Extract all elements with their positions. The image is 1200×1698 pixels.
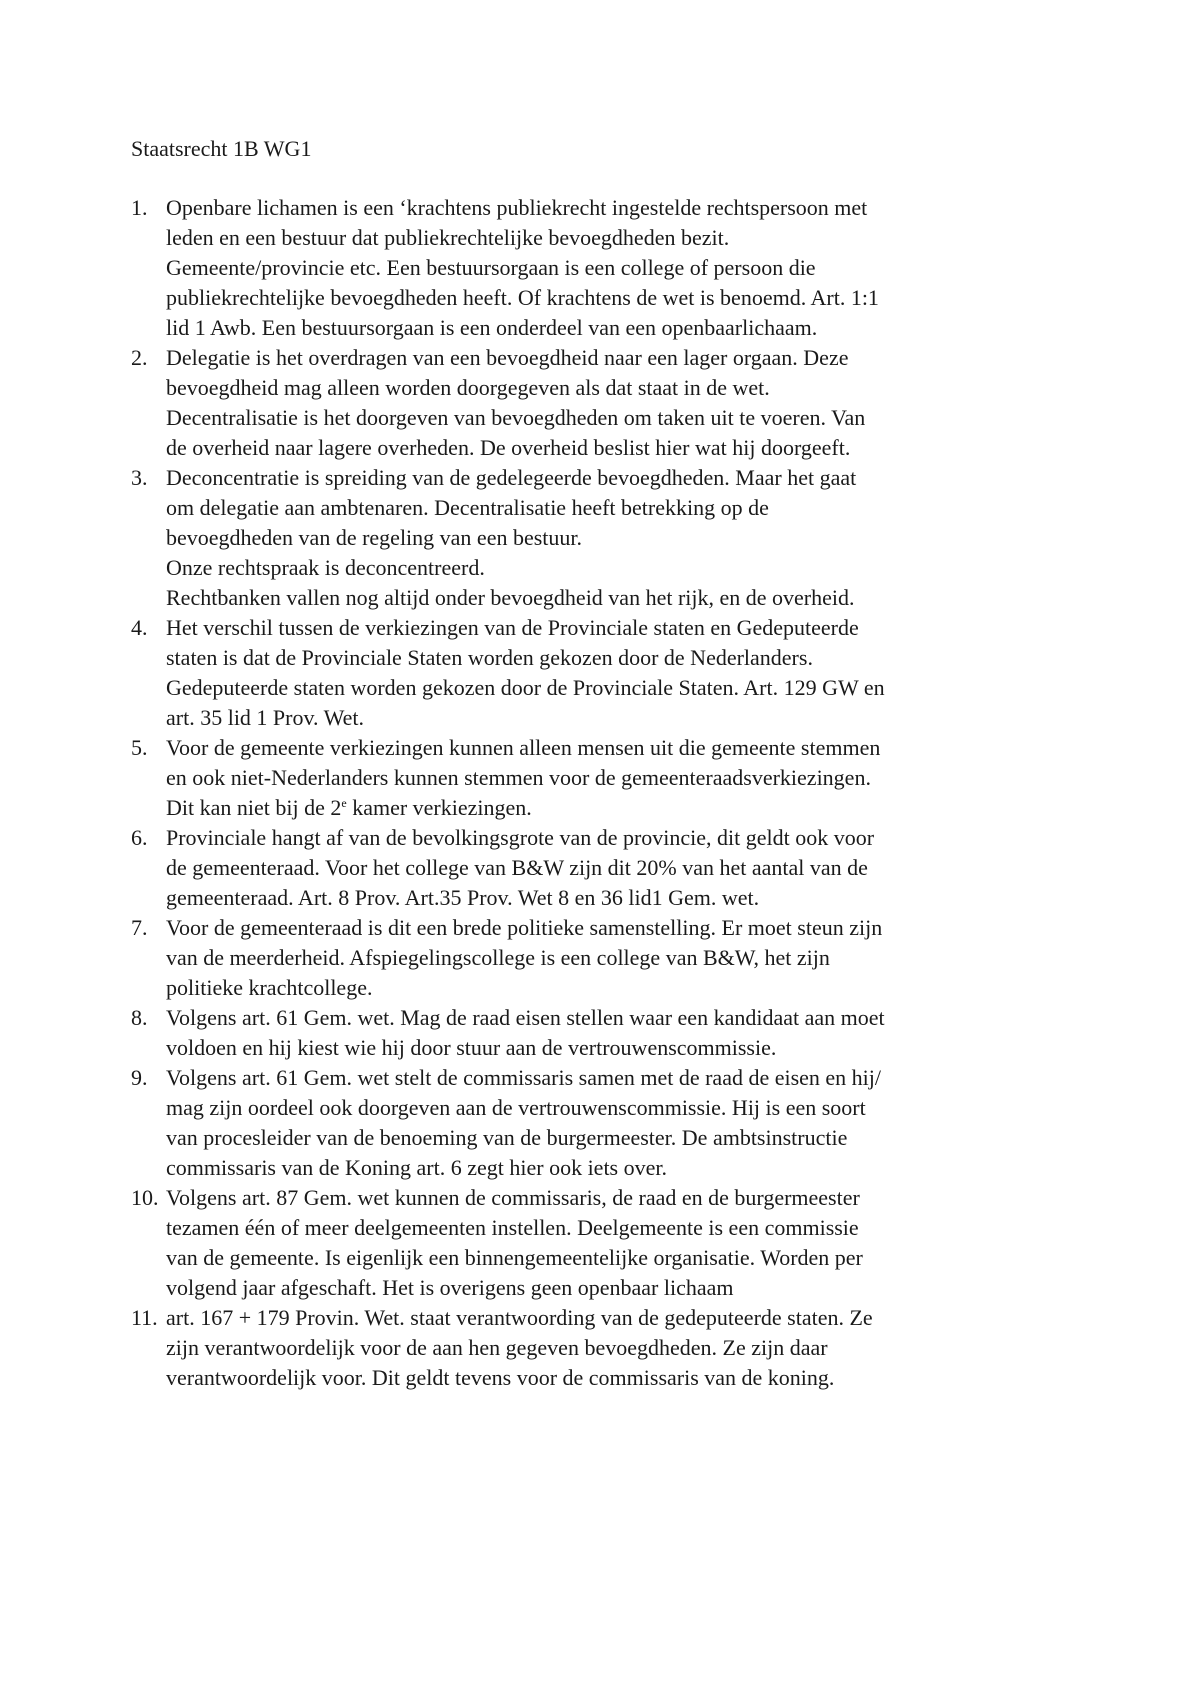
- list-item-line: Het verschil tussen de verkiezingen van de Provinciale staten en Gedeputeerde: [166, 615, 859, 640]
- list-item-line: Volgens art. 61 Gem. wet. Mag de raad eisen stellen waar een kandidaat aan moet: [166, 1005, 885, 1030]
- list-item-number: 1.: [131, 195, 148, 220]
- list-item: [0, 343, 1200, 463]
- list-item-line: lid 1 Awb. Een bestuursorgaan is een onderdeel van een openbaarlichaam.: [166, 315, 818, 340]
- list-item-line: van de meerderheid. Afspiegelingscollege is een college van B&W, het zijn: [166, 945, 830, 970]
- list-item-number: 7.: [131, 915, 148, 940]
- list-item-line: art. 35 lid 1 Prov. Wet.: [166, 705, 365, 730]
- document-title: Staatsrecht 1B WG1: [131, 136, 312, 161]
- list-item: [0, 823, 1200, 913]
- list-item-number: 9.: [131, 1065, 148, 1090]
- list-item-line: [166, 793, 1200, 823]
- list-item-line: Onze rechtspraak is deconcentreerd.: [166, 555, 485, 580]
- list-item-line: art. 167 + 179 Provin. Wet. staat verantwoording van de gedeputeerde staten. Ze: [166, 1305, 873, 1330]
- list-item-line: van procesleider van de benoeming van de burgermeester. De ambtsinstructie: [166, 1125, 848, 1150]
- list-item: [0, 193, 1200, 343]
- list-item-line: Openbare lichamen is een ‘krachtens publiekrecht ingestelde rechtspersoon met: [166, 195, 868, 220]
- list-item-number: 3.: [131, 465, 148, 490]
- list-item-line: bevoegdheden van de regeling van een bestuur.: [166, 525, 583, 550]
- list-item-line: Gemeente/provincie etc. Een bestuursorgaan is een college of persoon die: [166, 255, 816, 280]
- list-item-line: Decentralisatie is het doorgeven van bevoegdheden om taken uit te voeren. Van: [166, 405, 866, 430]
- list-item-line: Gedeputeerde staten worden gekozen door de Provinciale Staten. Art. 129 GW en: [166, 675, 885, 700]
- list-item: [0, 733, 1200, 823]
- list-item-line: volgend jaar afgeschaft. Het is overigens geen openbaar lichaam: [166, 1275, 734, 1300]
- list-item: [0, 1063, 1200, 1183]
- list-item-number: 2.: [131, 345, 148, 370]
- list-item-line: Volgens art. 87 Gem. wet kunnen de commissaris, de raad en de burgermeester: [166, 1185, 860, 1210]
- list-item-number: 5.: [131, 735, 148, 760]
- list-item: [0, 463, 1200, 613]
- list-item-line: Voor de gemeente verkiezingen kunnen alleen mensen uit die gemeente stemmen: [166, 735, 881, 760]
- list-item-line: zijn verantwoordelijk voor de aan hen gegeven bevoegdheden. Ze zijn daar: [166, 1335, 828, 1360]
- list-item-line: om delegatie aan ambtenaren. Decentralisatie heeft betrekking op de: [166, 495, 769, 520]
- text-segment: kamer verkiezingen.: [346, 795, 532, 820]
- list-item-number: 6.: [131, 825, 148, 850]
- list-item-line: de overheid naar lagere overheden. De overheid beslist hier wat hij doorgeeft.: [166, 435, 851, 460]
- list-item-line: politieke krachtcollege.: [166, 975, 373, 1000]
- list-item-line: mag zijn oordeel ook doorgeven aan de vertrouwenscommissie. Hij is een soort: [166, 1095, 866, 1120]
- list-item-line: Rechtbanken vallen nog altijd onder bevoegdheid van het rijk, en de overheid.: [166, 585, 855, 610]
- list-item-line: Provinciale hangt af van de bevolkingsgrote van de provincie, dit geldt ook voor: [166, 825, 875, 850]
- list-item-line: publiekrechtelijke bevoegdheden heeft. Of krachtens de wet is benoemd. Art. 1:1: [166, 285, 879, 310]
- list-item-line: Delegatie is het overdragen van een bevoegdheid naar een lager orgaan. Deze: [166, 345, 849, 370]
- list-item-line: Voor de gemeenteraad is dit een brede politieke samenstelling. Er moet steun zijn: [166, 915, 883, 940]
- numbered-list: [0, 193, 1200, 1393]
- list-item-number: 8.: [131, 1005, 148, 1030]
- list-item-line: Deconcentratie is spreiding van de gedelegeerde bevoegdheden. Maar het gaat: [166, 465, 857, 490]
- list-item-number: 10.: [131, 1185, 159, 1210]
- superscript: e: [341, 796, 347, 810]
- list-item-line: leden en een bestuur dat publiekrechtelijke bevoegdheden bezit.: [166, 225, 730, 250]
- list-item-line: staten is dat de Provinciale Staten worden gekozen door de Nederlanders.: [166, 645, 813, 670]
- list-item-line: tezamen één of meer deelgemeenten instellen. Deelgemeente is een commissie: [166, 1215, 859, 1240]
- list-item: [0, 613, 1200, 733]
- list-item: [0, 1303, 1200, 1393]
- list-item-line: van de gemeente. Is eigenlijk een binnengemeentelijke organisatie. Worden per: [166, 1245, 863, 1270]
- list-item-line: gemeenteraad. Art. 8 Prov. Art.35 Prov. Wet 8 en 36 lid1 Gem. wet.: [166, 885, 760, 910]
- list-item-line: voldoen en hij kiest wie hij door stuur aan de vertrouwenscommissie.: [166, 1035, 777, 1060]
- list-item-line: de gemeenteraad. Voor het college van B&W zijn dit 20% van het aantal van de: [166, 855, 868, 880]
- list-item-line: bevoegdheid mag alleen worden doorgegeven als dat staat in de wet.: [166, 375, 770, 400]
- text-segment: Dit kan niet bij de 2: [166, 795, 342, 820]
- list-item: [0, 1003, 1200, 1063]
- list-item-number: 4.: [131, 615, 148, 640]
- list-item-number: 11.: [131, 1305, 158, 1330]
- list-item-line: verantwoordelijk voor. Dit geldt tevens voor de commissaris van de koning.: [166, 1365, 835, 1390]
- list-item: [0, 1183, 1200, 1303]
- list-item-line: commissaris van de Koning art. 6 zegt hier ook iets over.: [166, 1155, 667, 1180]
- list-item-line: Volgens art. 61 Gem. wet stelt de commissaris samen met de raad de eisen en hij/: [166, 1065, 882, 1090]
- list-item: [0, 913, 1200, 1003]
- list-item-line: en ook niet-Nederlanders kunnen stemmen voor de gemeenteraadsverkiezingen.: [166, 765, 871, 790]
